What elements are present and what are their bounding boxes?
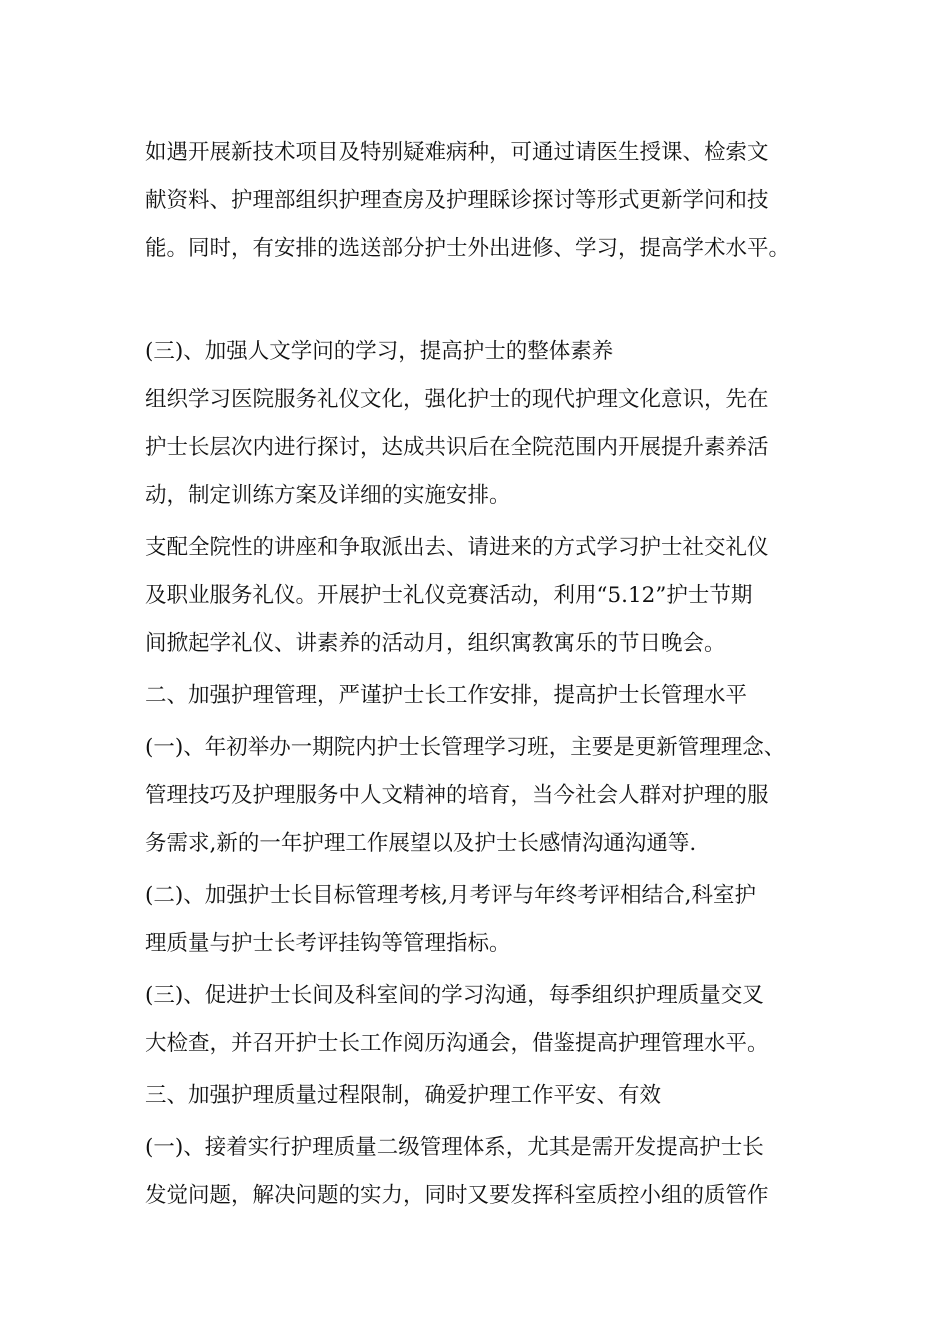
paragraph-line: 支配全院性的讲座和争取派出去、请进来的方式学习护士社交礼仪 (145, 535, 769, 560)
paragraph-line: 护士长层次内进行探讨，达成共识后在全院范围内开展提升素养活 (145, 435, 769, 460)
section-heading: 二、加强护理管理，严谨护士长工作安排，提高护士长管理水平 (145, 683, 748, 708)
paragraph-line: 管理技巧及护理服务中人文精神的培育，当今社会人群对护理的服 (145, 783, 769, 808)
paragraph-line: 能。同时，有安排的选送部分护士外出进修、学习，提高学术水平。 (145, 236, 791, 261)
paragraph-line: (一)、接着实行护理质量二级管理体系，尤其是需开发提高护士长 (145, 1135, 764, 1160)
paragraph-line: 理质量与护士长考评挂钩等管理指标。 (145, 931, 511, 956)
paragraph-line: 如遇开展新技术项目及特别疑难病种，可通过请医生授课、检索文 (145, 140, 769, 165)
section-heading: 三、加强护理质量过程限制，确爱护理工作平安、有效 (145, 1083, 662, 1108)
paragraph-line: 动，制定训练方案及详细的实施安排。 (145, 483, 511, 508)
paragraph-line: 及职业服务礼仪。开展护士礼仪竞赛活动，利用“5.12”护士节期 (145, 583, 753, 608)
paragraph-line: (一)、年初举办一期院内护士长管理学习班，主要是更新管理理念、 (145, 735, 786, 760)
paragraph-line: 发觉问题，解决问题的实力，同时又要发挥科室质控小组的质管作 (145, 1183, 769, 1208)
section-heading: (三)、加强人文学问的学习，提高护士的整体素养 (145, 339, 614, 364)
paragraph-line: 务需求,新的一年护理工作展望以及护士长感情沟通沟通等. (145, 831, 697, 856)
paragraph-line: 大检查，并召开护士长工作阅历沟通会，借鉴提高护理管理水平。 (145, 1031, 769, 1056)
paragraph-line: 组织学习医院服务礼仪文化，强化护士的现代护理文化意识，先在 (145, 387, 769, 412)
paragraph-line: (二)、加强护士长目标管理考核,月考评与年终考评相结合,科室护 (145, 883, 756, 908)
paragraph-line: (三)、促进护士长间及科室间的学习沟通，每季组织护理质量交叉 (145, 983, 764, 1008)
paragraph-line: 献资料、护理部组织护理查房及护理睬诊探讨等形式更新学问和技 (145, 188, 769, 213)
paragraph-line: 间掀起学礼仪、讲素养的活动月，组织寓教寓乐的节日晚会。 (145, 631, 726, 656)
